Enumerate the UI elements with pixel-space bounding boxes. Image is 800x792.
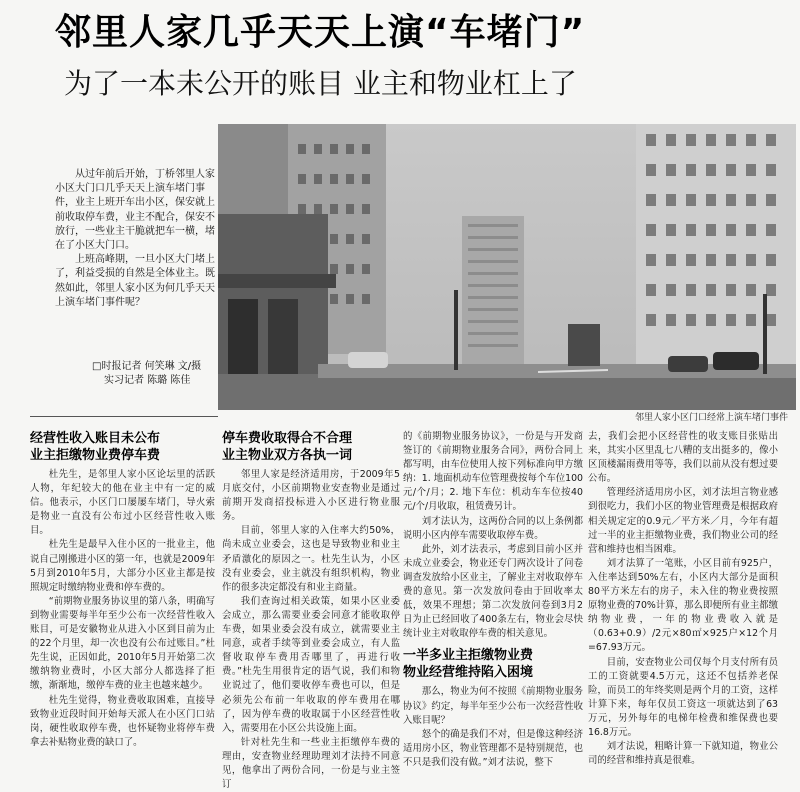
heading-line: 业主物业双方各执一词 xyxy=(222,448,353,463)
headline: 邻里人家几乎天天上演“车堵门” xyxy=(55,12,586,53)
article-column-3 xyxy=(403,430,583,768)
body-paragraph: 管理经济适用房小区，刘才法坦言物业感到很吃力，我们小区的物业管理费是根据政府相关规定定的0.9元／平方米／月，今年有超过一半的业主拒缴物业费，我们物业公司的经营和维持也相当困难。 xyxy=(588,487,778,555)
subheadline: 为了一本未公开的账目 业主和物业杠上了 xyxy=(64,67,577,100)
body-paragraph: 怒个的确是我们不对，但是像这种经济适用房小区，物业管理都不是特别规范，也不只是我们没有做。”刘才法说，整下 xyxy=(403,728,583,768)
heading-line: 物业经营维持陷入困境 xyxy=(403,665,534,681)
divider xyxy=(30,416,218,417)
byline xyxy=(92,360,212,388)
body-paragraph: 针对杜先生和一些业主拒缴停车费的理由，安查物业经理助理刘才法持不同意见，他拿出了两份合同，一份是与业主签订 xyxy=(222,736,400,791)
news-photo xyxy=(218,124,796,410)
article-column-1 xyxy=(30,430,215,750)
body-paragraph: 邻里人家是经济适用房，于2009年5月底交付，小区前期物业安查物业是通过前期开发商招投标进入小区进行物业服务。 xyxy=(222,469,400,523)
heading-line: 业主拒缴物业费停车费 xyxy=(30,448,161,463)
body-paragraph: 此外，刘才法表示，考虑到目前小区并未成立业委会，物业还专门两次设计了问卷调查发放给小区业主，了解业主对收取停车费的意见。第一次发放问卷由于回收率太低，效果不理想；第二次发放问卷到3月2日为止已经回收了400条左右，物业会尽快统计业主对收取停车费的相关意见。 xyxy=(403,543,583,640)
article-column-4 xyxy=(588,430,778,767)
body-paragraph: 刘才法算了一笔账，小区目前有925户，入住率达到50%左右，小区内大部分是面积80平方米左右的房子，未入住的物业费按照原物业费的70%计算，那么即便所有业主都缴纳物业费，一年的物业费收入就是（0.63+0.9）/2元×80㎡×925户×12个月=67.93万元。 xyxy=(588,557,778,654)
body-paragraph: 刘才法认为，这两份合同的以上条例都说明小区内停车需要收取停车费。 xyxy=(403,515,583,541)
body-paragraph: 去，我们会把小区经营性的收支账目张贴出来，其实小区里乱七八糟的支出挺多的，像小区顶楼漏雨费用等等，我们以前从没有想过要公布。 xyxy=(588,431,778,485)
article-column-2 xyxy=(222,430,400,791)
body-paragraph: 那么，物业为何不按照《前期物业服务协议》约定，每半年至少公布一次经营性收入账目呢？ xyxy=(403,686,583,726)
heading-line: 一半多业主拒缴物业费 xyxy=(403,648,534,664)
body-paragraph: 杜先生觉得，物业费收取困难，直接导致物业近段时间开始每天派人在小区门口站岗，硬性收取停车费，也怀疑物业将停车费拿去补贴物业费的缺口了。 xyxy=(30,694,215,748)
body-paragraph: 的《前期物业服务协议》，一份是与开发商签订的《前期物业服务合同》，两份合同上都写明，由车位使用人按下列标准向甲方缴纳：1. 地面机动车位管理费按每个车位100元/个/月；2. 地下车位：机动车车位按40元/个/月收取，租赁费另计。 xyxy=(403,431,583,513)
byline-reporter: □时报记者 何笑琳 文/摄 xyxy=(92,361,202,372)
section-heading xyxy=(30,430,215,464)
heading-line: 停车费收取得合不合理 xyxy=(222,431,353,446)
body-paragraph: “前期物业服务协议里的第八条，明确写到物业需要每半年至少公布一次经营性收入账目，可是安徽物业从进入小区到目前为止的22个月里，却一次也没有公布过账目。”杜先生说，正因如此，2010年5月开始第二次缴纳物业费时，小区大部分人都选择了拒缴，渐渐地，缴停车费的业主也越来越少。 xyxy=(30,595,215,692)
body-paragraph: 我们查询过相关政策，如果小区业委会成立，那么需要业委会同意才能收取停车费，如果业委会没有成立，就需要业主同意，或者手续等到业委会成立，有人监督收取停车费用否哪里了，再进行收费。”杜先生用很肯定的语气说，我们和物业说过了，他们要收停车费也可以，但是必须先公布前一年收取的停车费用在哪了，因为停车费的收取属于小区经营性收入，需要用在小区公共设施上面。 xyxy=(222,595,400,734)
section-heading xyxy=(403,647,583,681)
section-heading xyxy=(222,430,400,464)
lead-paragraph: 上班高峰期，一旦小区大门堵上了，利益受损的自然是全体业主。既然如此，邻里人家小区为何几乎天天上演车堵门事件呢？ xyxy=(55,254,215,308)
byline-intern: 实习记者 陈璐 陈佳 xyxy=(104,375,191,386)
body-paragraph: 目前，安查物业公司仅每个月支付所有员工的工资就要4.5万元，这还不包括养老保险，而员工的年终奖则是两个月的工资，这样计算下来，每年仅员工资这一项就达到了63万元，另外每年的电梯年检费和维保费也要16.8万元。 xyxy=(588,656,778,738)
heading-line: 经营性收入账目未公布 xyxy=(30,431,161,446)
body-paragraph: 杜先生是最早入住小区的一批业主，他说自己刚搬进小区的第一年，也就是2009年5月到2010年5月，大部分小区业主都是按照规定时缴纳物业费和停车费的。 xyxy=(30,539,215,593)
photo-caption: 邻里人家小区门口经常上演车堵门事件 xyxy=(634,413,788,423)
lead-paragraph: 从过年前后开始，丁桥邻里人家小区大门口几乎天天上演车堵门事件，业主上班开车出小区，保安就上前收取停车费，业主不配合，保安不放行，一些业主干脆就把车一横，堵在了小区大门口。 xyxy=(55,169,215,252)
lead-text xyxy=(55,168,215,310)
body-paragraph: 刘才法说，粗略计算一下就知道，物业公司的经营和维持真是很难。 xyxy=(588,741,778,767)
body-paragraph: 目前，邻里人家的入住率大约50%，尚未成立业委会，这也是导致物业和业主矛盾激化的原因之一。杜先生认为，小区没有业委会，业主就没有组织机构，物业作的很多决定都没有和业主商量。 xyxy=(222,525,400,593)
body-paragraph: 杜先生，是邻里人家小区论坛里的活跃人物，年纪较大的他在业主中有一定的威信。他表示，小区门口屡屡车堵门，导火索是物业一直没有公布过小区经营性收入账目。 xyxy=(30,469,215,537)
